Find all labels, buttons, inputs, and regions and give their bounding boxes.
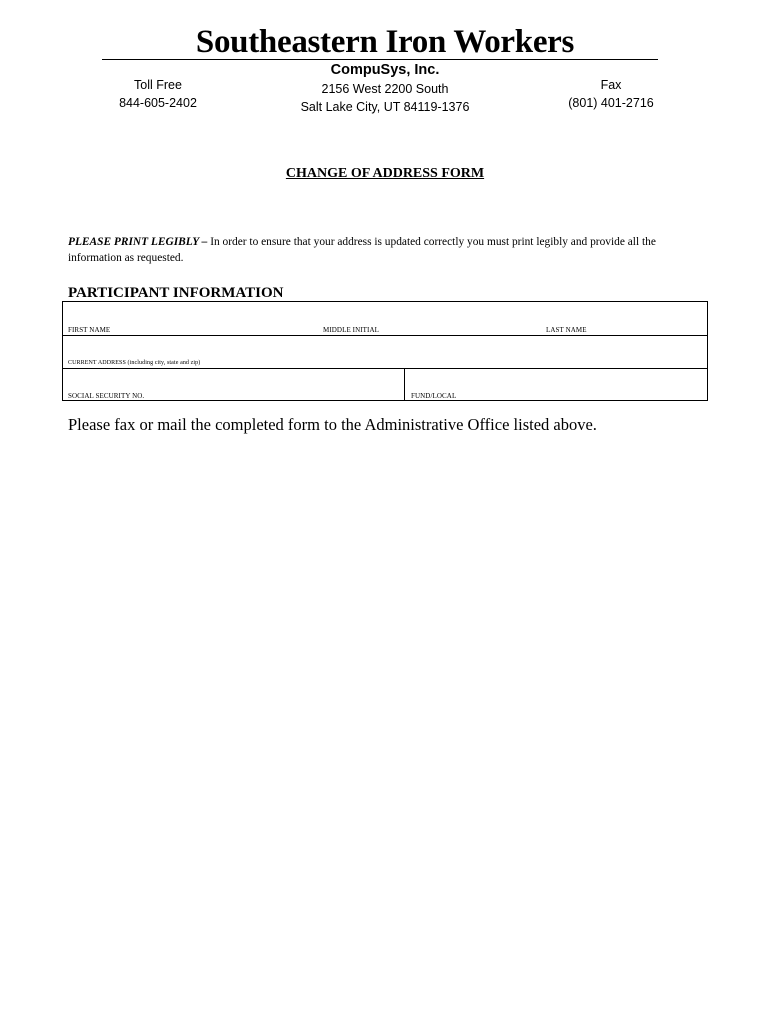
- address-row: [63, 336, 707, 369]
- address-line-2: Salt Lake City, UT 84119-1376: [300, 100, 470, 114]
- fax-number: (801) 401-2716: [568, 96, 654, 110]
- name-row: [63, 302, 707, 336]
- current-address-field[interactable]: CURRENT ADDRESS (including city, state and zip): [68, 360, 201, 366]
- instructions-body: In order to ensure that your address is updated correctly you must print legibly and provide all the information as requested.: [68, 236, 656, 264]
- title-underline-rule: [102, 59, 658, 60]
- toll-free-number: 844-605-2402: [119, 96, 197, 110]
- id-row: [63, 369, 707, 401]
- section-heading-participant: PARTICIPANT INFORMATION: [68, 285, 284, 301]
- instructions-paragraph: [68, 235, 708, 266]
- form-title: CHANGE OF ADDRESS FORM: [285, 166, 485, 181]
- toll-free-label: Toll Free: [134, 78, 182, 92]
- fax-contact: [531, 76, 691, 112]
- company-name: CompuSys, Inc.: [330, 62, 440, 78]
- last-name-field[interactable]: LAST NAME: [546, 326, 587, 334]
- fax-label: Fax: [600, 78, 622, 92]
- organization-title: Southeastern Iron Workers: [195, 24, 575, 60]
- toll-free-contact: [78, 76, 238, 112]
- participant-info-table: [62, 301, 708, 401]
- closing-instruction: Please fax or mail the completed form to the Administrative Office listed above.: [68, 415, 597, 434]
- fund-local-field[interactable]: FUND/LOCAL: [411, 392, 457, 400]
- address-line-1: 2156 West 2200 South: [321, 82, 449, 96]
- middle-initial-field[interactable]: MIDDLE INITIAL: [323, 326, 380, 334]
- first-name-field[interactable]: FIRST NAME: [68, 326, 111, 334]
- column-divider: [404, 369, 405, 401]
- ssn-field[interactable]: SOCIAL SECURITY NO.: [68, 392, 145, 400]
- instructions-lead: PLEASE PRINT LEGIBLY –: [68, 236, 208, 248]
